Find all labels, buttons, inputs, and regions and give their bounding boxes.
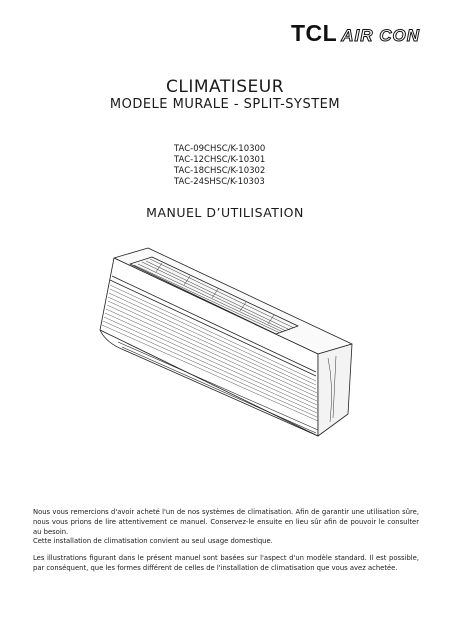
intro-paragraph: Cette installation de climatisation convient au seul usage domestique.: [33, 537, 273, 546]
document-title: CLIMATISEUR: [165, 77, 285, 97]
product-line: AIR CON: [341, 26, 420, 45]
brand-logo: [291, 20, 420, 47]
model-number: TAC-18CHSC/K-10302: [174, 166, 266, 176]
brand-name: TCL: [291, 20, 338, 46]
document-subtitle: MODELE MURALE - SPLIT-SYSTEM: [109, 97, 341, 112]
manual-title: MANUEL D’UTILISATION: [146, 205, 304, 220]
intro-text: [33, 508, 419, 574]
intro-paragraph: Nous vous remercions d'avoir acheté l'un de nos systèmes de climatisation. Afin de garantir une utilisation sûre, nous vous prions de lire attentivement ce manuel. Conservez-le ensuite en lieu sûr afin de pouvoir le consulter au besoin.: [33, 508, 419, 536]
model-list: [174, 144, 265, 188]
model-number: TAC-24SHSC/K-10303: [174, 177, 265, 187]
air-conditioner-illustration: [96, 246, 358, 446]
intro-paragraph: Les illustrations figurant dans le présent manuel sont basées sur l'aspect d'un modèle standard. Il est possible, par conséquent, que les formes différent de celles de l'installation de climatisation que vous avez achetée.: [33, 554, 419, 572]
model-number: TAC-09CHSC/K-10300: [174, 144, 266, 154]
model-number: TAC-12CHSC/K-10301: [174, 155, 266, 165]
